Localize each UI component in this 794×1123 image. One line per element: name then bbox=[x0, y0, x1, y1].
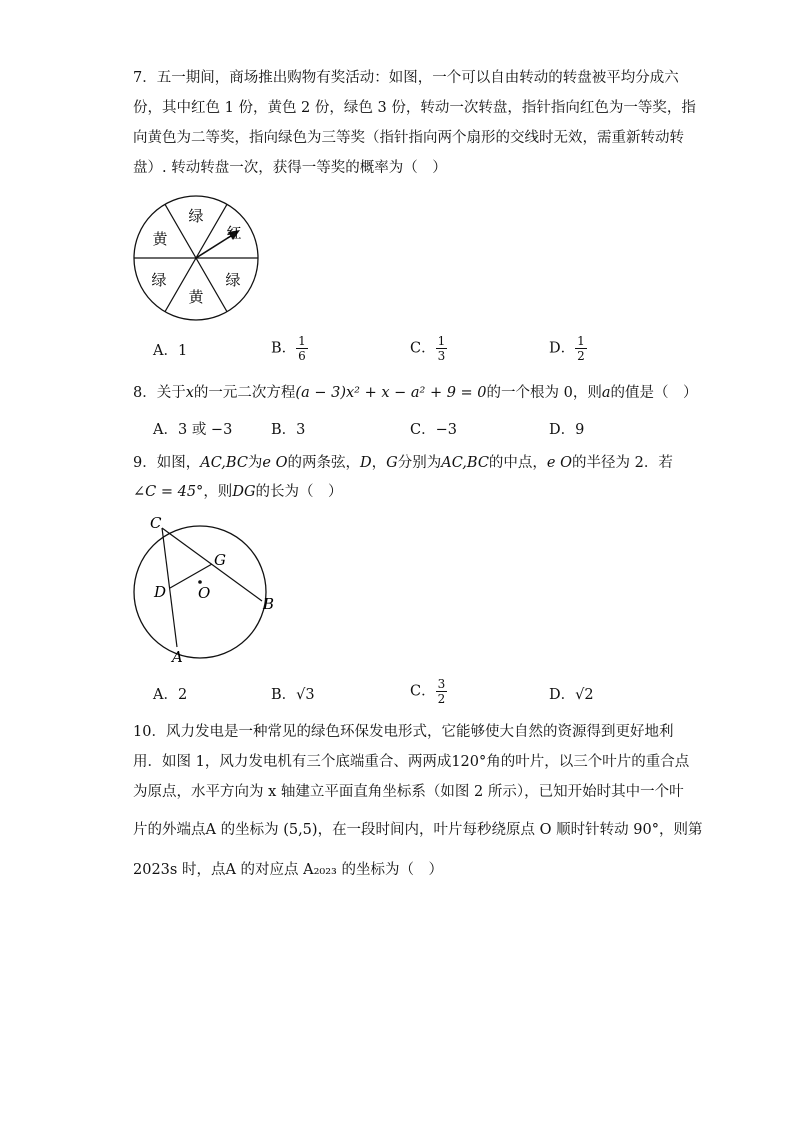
q7-line-1: 7．五一期间，商场推出购物有奖活动：如图，一个可以自由转动的转盘被平均分成六 bbox=[133, 70, 679, 86]
fraction: $\frac{1}{3}$ bbox=[437, 334, 446, 363]
point-label-a: A bbox=[172, 648, 183, 666]
q7-option-b: B． $\frac{1}{6}$ bbox=[271, 334, 306, 363]
spinner-wheel-figure bbox=[130, 192, 262, 324]
point-label-g: G bbox=[214, 551, 226, 569]
q7-line-4: 盘）. 转动转盘一次，获得一等奖的概率为（ ） bbox=[133, 160, 447, 176]
q7-option-a: A．1 bbox=[153, 343, 188, 359]
q10-line-5: 2023s 时，点A 的对应点 A₂₀₂₃ 的坐标为（ ） bbox=[133, 862, 443, 878]
circle-geometry-figure bbox=[128, 510, 288, 670]
q8-option-c: C．−3 bbox=[410, 422, 457, 438]
fraction: $\frac{1}{6}$ bbox=[298, 334, 306, 363]
q10-line-2: 用．如图 1，风力发电机有三个底端重合、两两成120°角的叶片，以三个叶片的重合点 bbox=[133, 754, 690, 770]
q9-option-d: D．√2 bbox=[549, 687, 594, 703]
q10-line-4: 片的外端点A 的坐标为 (5,5)，在一段时间内，叶片每秒绕原点 O 顺时针转动 90°，则第 bbox=[133, 822, 703, 838]
sector-label-upper-left: 黄 bbox=[152, 230, 168, 248]
fraction: $\frac{3}{2}$ bbox=[437, 677, 446, 706]
point-label-c: C bbox=[150, 514, 162, 532]
point-label-b: B bbox=[263, 595, 275, 613]
sector-label-lower-right: 绿 bbox=[225, 271, 241, 289]
q9-stem-line-2: ∠C = 45°，则DG的长为（ ） bbox=[133, 484, 343, 500]
point-label-o: O bbox=[198, 584, 211, 602]
q8-option-b: B．3 bbox=[271, 422, 306, 438]
q9-option-b: B．√3 bbox=[271, 687, 315, 703]
q10-line-3: 为原点，水平方向为 x 轴建立平面直角坐标系（如图 2 所示），已知开始时其中一个叶 bbox=[133, 784, 684, 800]
q7-line-2: 份，其中红色 1 份，黄色 2 份，绿色 3 份，转动一次转盘，指针指向红色为一等奖，指 bbox=[133, 100, 696, 116]
sector-label-lower-left: 绿 bbox=[151, 271, 167, 289]
q9-option-c: C． $\frac{3}{2}$ bbox=[410, 677, 446, 706]
point-label-d: D bbox=[154, 583, 167, 601]
q7-option-c: C． $\frac{1}{3}$ bbox=[410, 334, 446, 363]
q7-line-3: 向黄色为二等奖，指向绿色为三等奖（指针指向两个扇形的交线时无效，需重新转动转 bbox=[133, 130, 684, 146]
q8-option-a: A．3 或 −3 bbox=[153, 422, 233, 438]
sector-label-top: 绿 bbox=[188, 207, 204, 225]
fraction: $\frac{1}{2}$ bbox=[577, 334, 585, 363]
q7-option-d: D． $\frac{1}{2}$ bbox=[549, 334, 585, 363]
q8-stem: 8．关于x的一元二次方程(a − 3)x² + x − a² + 9 = 0的一个根为 0，则a的值是（ ） bbox=[133, 385, 698, 401]
sector-label-bottom: 黄 bbox=[188, 288, 204, 306]
q10-line-1: 10．风力发电是一种常见的绿色环保发电形式，它能够使大自然的资源得到更好地利 bbox=[133, 724, 674, 740]
sector-label-upper-right: 红 bbox=[226, 224, 242, 242]
q9-option-a: A．2 bbox=[153, 687, 188, 703]
q8-option-d: D．9 bbox=[549, 422, 585, 438]
q9-stem-line-1: 9．如图，AC,BC为e O的两条弦，D，G分别为AC,BC的中点，e O的半径为 2．若 bbox=[133, 455, 673, 471]
